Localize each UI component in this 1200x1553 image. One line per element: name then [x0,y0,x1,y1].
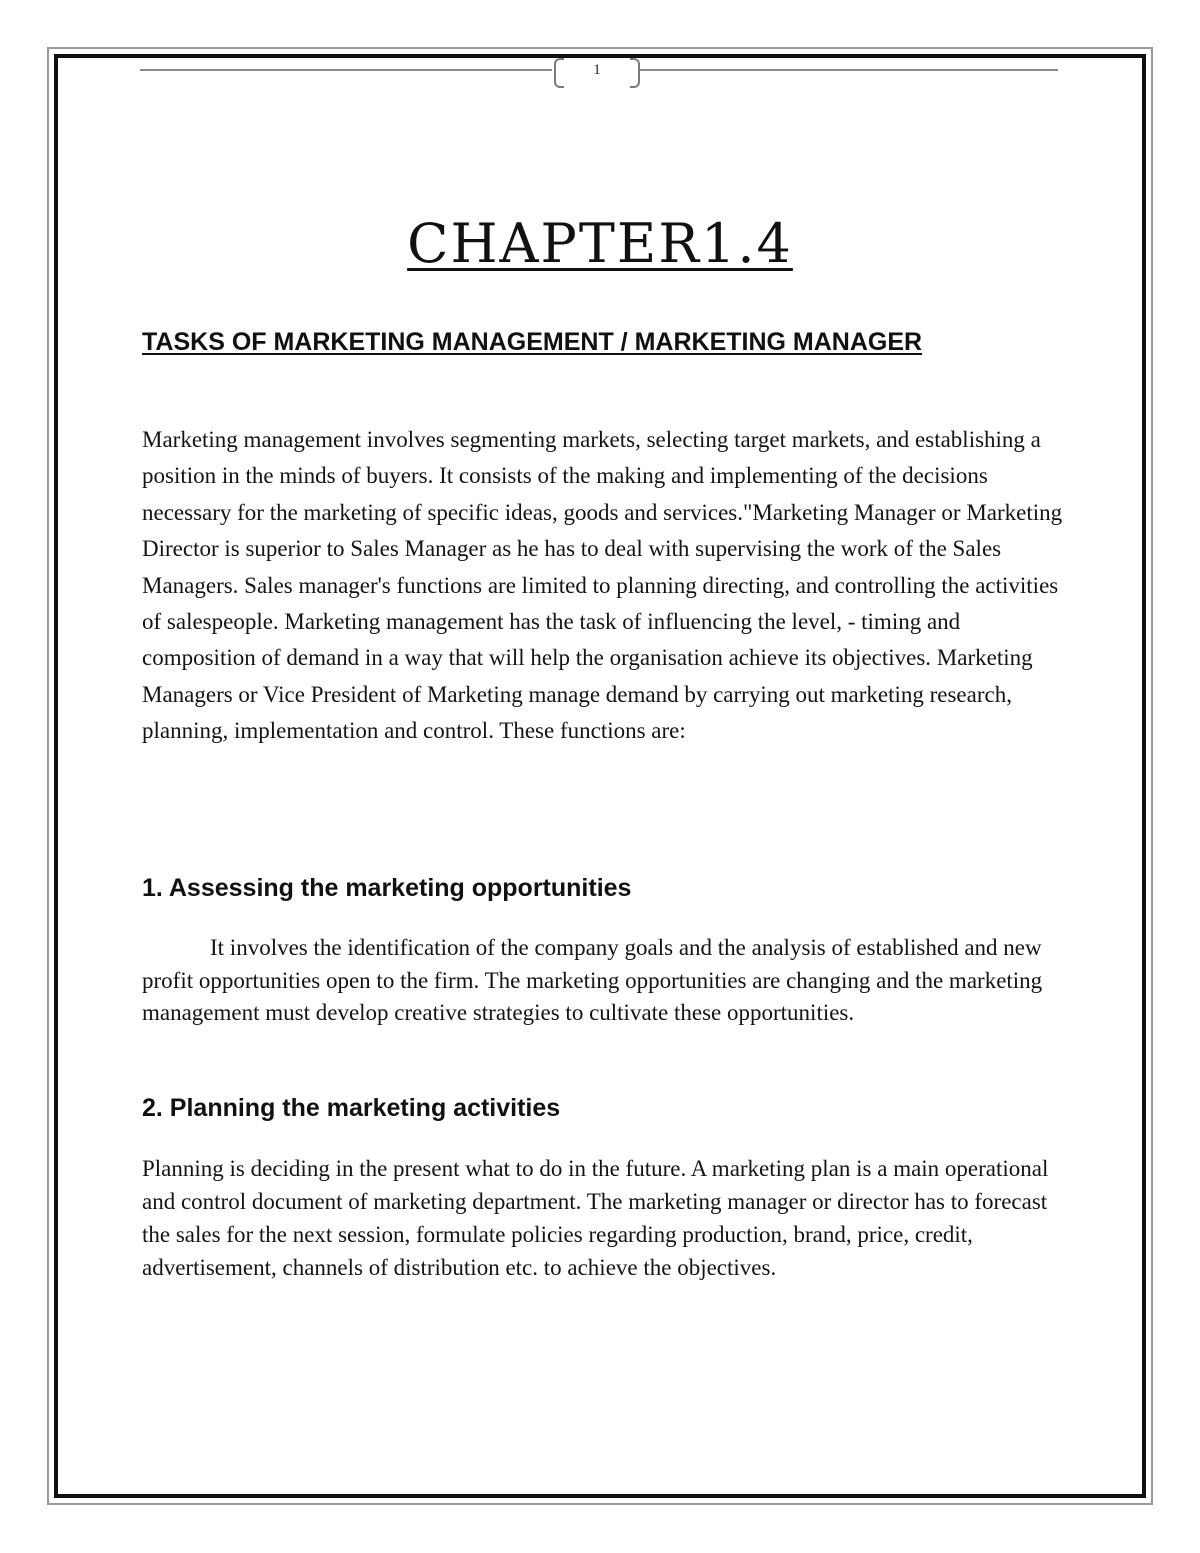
function-heading-2: 2. Planning the marketing activities [142,1094,561,1122]
page-number-box [554,58,640,90]
header-rule-right [640,69,1058,71]
chapter-title-text: CHAPTER1.4 [407,212,793,275]
function-heading-1: 1. Assessing the marketing opportunities [142,874,632,902]
page-number-bracket-right [630,58,640,88]
function-body-2: Planning is deciding in the present what to do in the future. A marketing plan is a main operational and control document of marketing department. The marketing manager or director has to forecast the sales for the next session, formulate policies regarding production, brand, price, credit, advertisement, channels of distribution etc. to achieve the objectives. [142,1156,1049,1280]
function-body-1: It involves the identification of the company goals and the analysis of established and new profit opportunities open to the firm. The marketing opportunities are changing and the marketing management must develop creative strategies to cultivate these opportunities. [142,935,1043,1025]
section-heading: TASKS OF MARKETING MANAGEMENT / MARKETING MANAGER [142,328,923,356]
header-rule-left [140,69,552,71]
chapter-title [0,208,1200,280]
intro-paragraph: Marketing management involves segmenting markets, selecting target markets, and establishing a position in the minds of buyers. It consists of the making and implementing of the decisions necessary for the marketing of specific ideas, goods and services."Marketing Manager or Marketing Director is superior to Sales Manager as he has to deal with supervising the work of the Sales Managers. Sales manager's functions are limited to planning directing, and controlling the activities of salespeople. Marketing management has the task of influencing the level, - timing and composition of demand in a way that will help the organisation achieve its objectives. Marketing Managers or Vice President of Marketing manage demand by carrying out marketing research, planning, implementation and control. These functions are: [142,427,1063,744]
page-number: 1 [593,62,601,78]
